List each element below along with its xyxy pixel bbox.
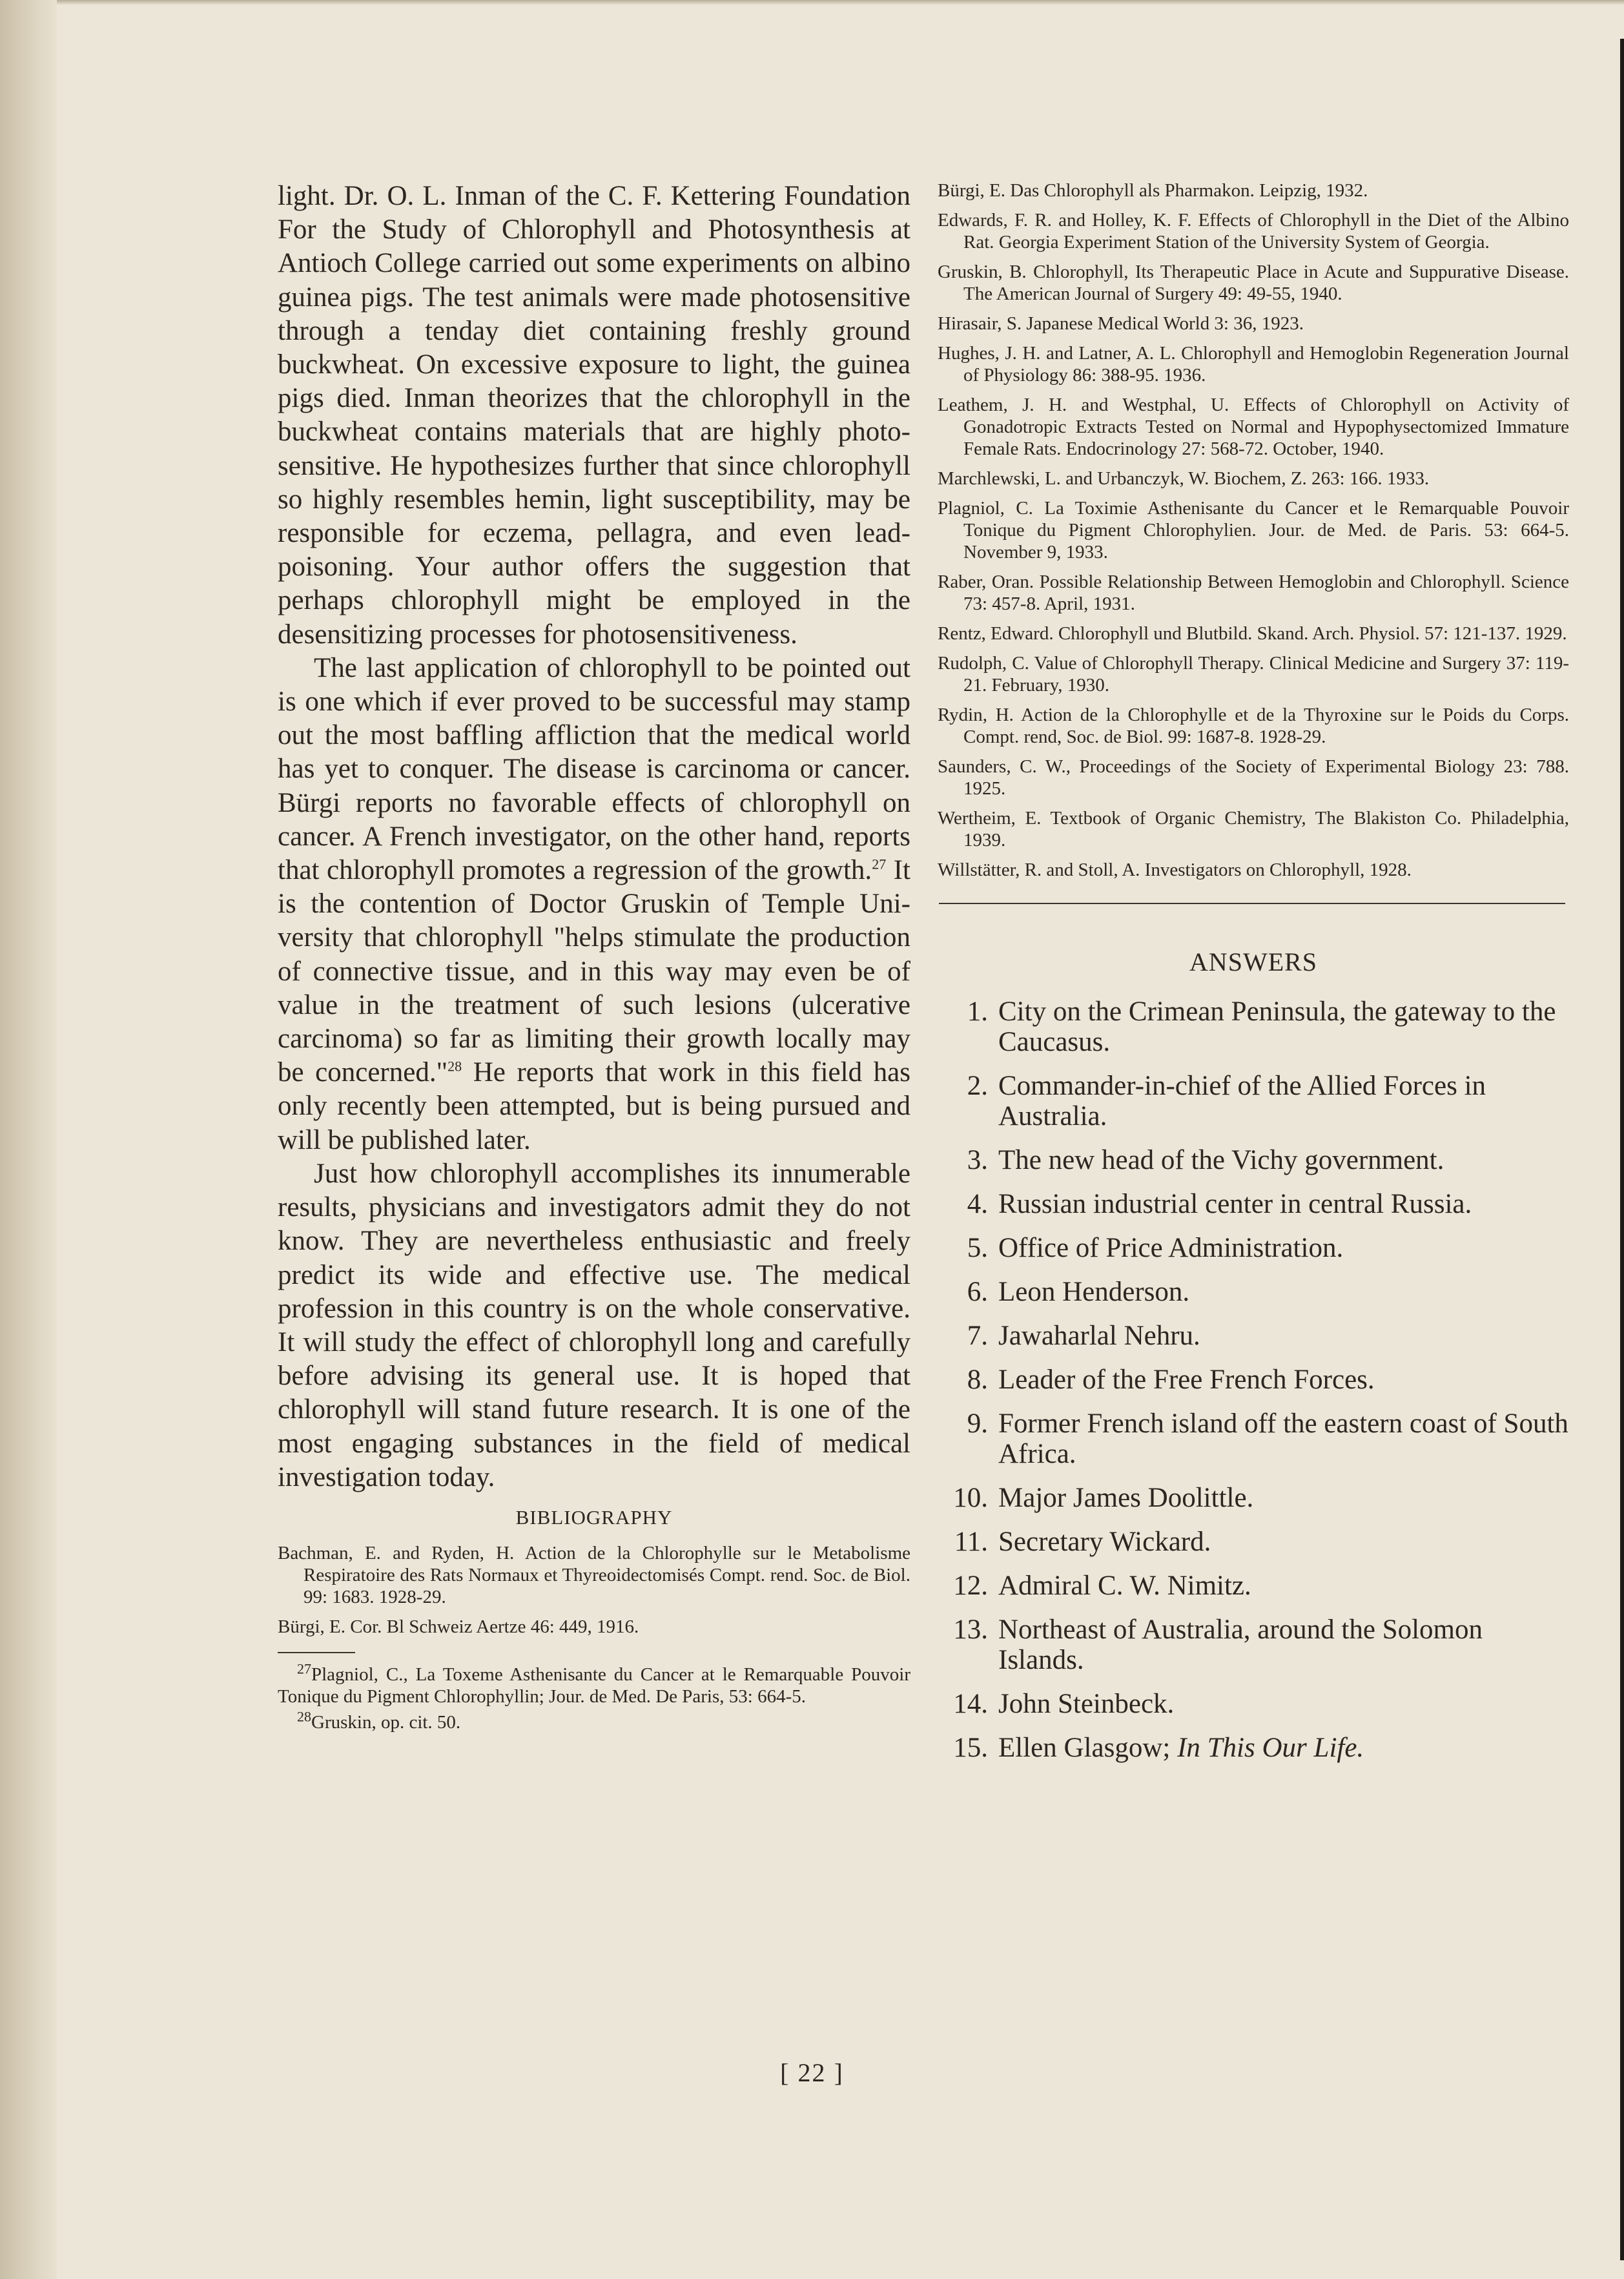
answer-number: 14.: [953, 1689, 988, 1719]
answer-text: Major James Doolittle.: [998, 1483, 1254, 1513]
answer-number: 7.: [967, 1321, 988, 1351]
answers-heading: ANSWERS: [1189, 947, 1318, 976]
footnote-28: [278, 1708, 910, 1733]
bib-entry: Hirasair, S. Japanese Medical World 3: 36, 1923.: [938, 313, 1304, 334]
answer-text-plain: Ellen Glasgow;: [998, 1733, 1171, 1763]
answer-number: 13.: [953, 1614, 988, 1645]
answer-text: John Steinbeck.: [998, 1689, 1175, 1719]
answer-item: [938, 1321, 1569, 1351]
answer-number: 1.: [967, 996, 988, 1027]
answer-text: Leon Henderson.: [998, 1277, 1190, 1307]
bib-entry: Rudolph, C. Value of Chlorophyll Therapy. Clinical Medicine and Surgery 37: 119-21. February, 1930.: [938, 653, 1569, 696]
answer-number: 9.: [967, 1408, 988, 1439]
bib-entry: Marchlewski, L. and Urbanczyk, W. Biochem, Z. 263: 166. 1933.: [938, 468, 1430, 489]
article-paragraph-2: [278, 652, 910, 1157]
answer-item: [938, 1365, 1569, 1395]
answer-number: 8.: [967, 1365, 988, 1395]
bib-entry: Edwards, F. R. and Holley, K. F. Effects of Chlorophyll in the Diet of the Albino Rat. Georgia Experiment Station of the University System of Georgia.: [938, 210, 1569, 253]
right-column: [938, 180, 1569, 1777]
paragraph-2-quote: It is the contention of Doctor Gruskin of Temple University that chlorophyll "helps stimulate the production of connective tissue, and in this way may even be of value in the treatment of such lesions (ulcerative carcinoma) so far as limiting their growth locally may be concerned.": [278, 855, 910, 1088]
answer-item: [938, 1733, 1569, 1763]
footnote-ref-27: 27: [872, 856, 887, 872]
page-right-edge: [1620, 39, 1624, 2260]
footnote-text: Gruskin, op. cit. 50.: [311, 1711, 461, 1733]
answer-number: 10.: [953, 1483, 988, 1513]
bib-entry: Gruskin, B. Chlorophyll, Its Therapeutic Place in Acute and Suppurative Disease. The American Journal of Surgery 49: 49-55, 1940.: [938, 262, 1569, 304]
answer-item: [938, 1614, 1569, 1675]
answer-number: 12.: [953, 1571, 988, 1601]
bib-entry: Bürgi, E. Das Chlorophyll als Pharmakon. Leipzig, 1932.: [938, 180, 1368, 201]
bib-entry: Bachman, E. and Ryden, H. Action de la Chlorophylle sur le Metabolisme Respiratoire des Rats Normaux et Thyreoidectomisés Compt. rend. Soc. de Biol. 99: 1683. 1928-29.: [278, 1542, 910, 1607]
answer-text: Northeast of Australia, around the Solomon Islands.: [998, 1614, 1483, 1675]
answer-text: City on the Crimean Peninsula, the gateway to the Caucasus.: [998, 996, 1556, 1057]
page-binding: [0, 0, 57, 2279]
bib-entry: Wertheim, E. Textbook of Organic Chemistry, The Blakiston Co. Philadelphia, 1939.: [938, 808, 1569, 851]
bibliography-heading: BIBLIOGRAPHY: [515, 1505, 673, 1529]
answer-number: 4.: [967, 1189, 988, 1219]
answer-item: [938, 1277, 1569, 1307]
answer-item: [938, 1527, 1569, 1557]
answer-text: Admiral C. W. Nimitz.: [998, 1571, 1251, 1601]
answer-text: Commander-in-chief of the Allied Forces in Australia.: [998, 1071, 1486, 1131]
article-paragraph-3: Just how chlorophyll accomplishes its innumerable results, physicians and investigators admit they do not know. They are nevertheless enthusiastic and freely predict its wide and effective use. The medical profession in this country is on the whole conservative. It will study the effect of chlorophyll long and carefully before advising its general use. It is hoped that chlorophyll will stand future research. It is one of the most engaging substances in the field of medical investigation today.: [278, 1158, 910, 1492]
bib-entry: Bürgi, E. Cor. Bl Schweiz Aertze 46: 449, 1916.: [278, 1616, 639, 1637]
page-number: [ 22 ]: [780, 2058, 844, 2087]
answer-item: [938, 996, 1569, 1057]
answer-number: 6.: [967, 1277, 988, 1307]
paragraph-2-text: The last application of chlorophyll to be pointed out is one which if ever proved to be successful may stamp out the most baffling affliction that the medical world has yet to conquer. The disease is carcinoma or cancer. Bürgi reports no favorable effects of chlorophyll on cancer. A French investigator, on the other hand, reports that chlorophyll promotes a regression of the growth.: [278, 652, 910, 886]
footnote-27: [278, 1660, 910, 1707]
left-column: [278, 180, 910, 1737]
answer-item: [938, 1189, 1569, 1219]
answer-book-title: In This Our Life.: [1177, 1733, 1364, 1763]
answer-item: [938, 1071, 1569, 1131]
answer-text: Former French island off the eastern coast of South Africa.: [998, 1408, 1568, 1469]
answer-number: 5.: [967, 1233, 988, 1263]
bib-entry: Plagniol, C. La Toximie Asthenisante du Cancer et le Remarquable Pouvoir Tonique du Pigment Chlorophylien. Jour. de Med. de Paris. 53: 664-5. November 9, 1933.: [938, 498, 1569, 562]
answer-item: [938, 1689, 1569, 1719]
answer-item: [938, 1483, 1569, 1513]
footnote-text: Plagniol, C., La Toxeme Asthenisante du Cancer at le Remarquable Pouvoir Tonique du Pigment Chlorophyllin; Jour. de Med. De Paris, 53: 664-5.: [278, 1664, 910, 1707]
answer-number: 11.: [954, 1527, 988, 1557]
footnote-ref-28: 28: [447, 1058, 462, 1075]
answer-text: Secretary Wickard.: [998, 1527, 1211, 1557]
answer-text: [998, 1733, 1569, 1763]
page-top-edge: [57, 0, 1624, 5]
answer-text: Office of Price Administration.: [998, 1233, 1344, 1263]
answer-text: Jawaharlal Nehru.: [998, 1321, 1200, 1351]
answer-item: [938, 1145, 1569, 1175]
paragraph-2-end: He reports that work in this field has only recently been attempted, but is being pursued and will be published later.: [278, 1057, 910, 1155]
answer-number: 15.: [953, 1733, 988, 1763]
bib-entry: Rydin, H. Action de la Chlorophylle et de la Thyroxine sur le Poids du Corps. Compt. rend, Soc. de Biol. 99: 1687-8. 1928-29.: [938, 705, 1569, 747]
answers-divider: [939, 903, 1565, 904]
bib-entry: Raber, Oran. Possible Relationship Between Hemoglobin and Chlorophyll. Science 73: 457-8. April, 1931.: [938, 572, 1569, 614]
answer-number: 3.: [967, 1145, 988, 1175]
answer-text: The new head of the Vichy government.: [998, 1145, 1444, 1175]
answer-item: [938, 1571, 1569, 1601]
bib-entry: Leathem, J. H. and Westphal, U. Effects of Chlorophyll on Activity of Gonadotropic Extracts Tested on Normal and Hypophysectomized Immature Female Rats. Endocrinology 27: 568-72. October, 1940.: [938, 395, 1569, 459]
bib-entry: Rentz, Edward. Chlorophyll und Blutbild. Skand. Arch. Physiol. 57: 121-137. 1929.: [938, 623, 1567, 644]
footnote-mark: 28: [297, 1708, 311, 1725]
article-paragraph-1: light. Dr. O. L. Inman of the C. F. Kettering Foundation For the Study of Chlorophyll and Photosynthesis at Antioch College carried out some experiments on albino guinea pigs. The test animals were made photosensitive through a tenday diet containing freshly ground buckwheat. On excessive exposure to light, the guinea pigs died. Inman theorizes that the chlorophyll in the buckwheat contains materials that are highly photosensitive. He hypothesizes further that since chlorophyll so highly resembles hemin, light susceptibility, may be responsible for eczema, pellagra, and even lead-poisoning. Your author offers the suggestion that perhaps chlorophyll might be employed in the desensitizing processes for photosensitiveness.: [278, 181, 910, 650]
answer-number: 2.: [967, 1071, 988, 1101]
answer-item: [938, 1408, 1569, 1469]
answer-item: [938, 1233, 1569, 1263]
footnote-divider: [278, 1652, 355, 1653]
answer-text: Russian industrial center in central Russia.: [998, 1189, 1472, 1219]
footnote-mark: 27: [297, 1660, 311, 1677]
bib-entry: Willstätter, R. and Stoll, A. Investigators on Chlorophyll, 1928.: [938, 860, 1412, 880]
answer-text: Leader of the Free French Forces.: [998, 1365, 1375, 1395]
bib-entry: Hughes, J. H. and Latner, A. L. Chlorophyll and Hemoglobin Regeneration Journal of Physiology 86: 388-95. 1936.: [938, 343, 1569, 386]
bib-entry: Saunders, C. W., Proceedings of the Society of Experimental Biology 23: 788. 1925.: [938, 756, 1569, 799]
